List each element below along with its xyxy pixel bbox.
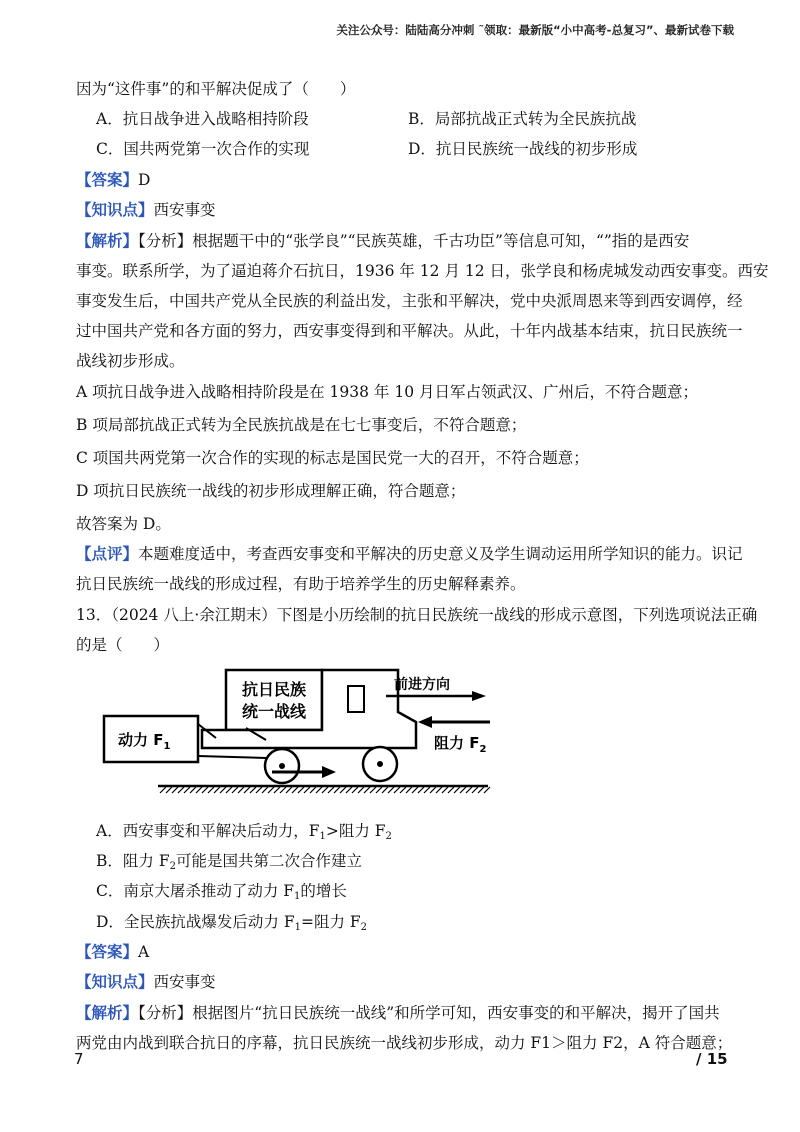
q13-analysis-line-1: 两党由内战到联合抗日的序幕，抗日民族统一战线初步形成，动力 F1＞阻力 F2，A 符合题意； [76, 1034, 733, 1052]
q12-analysis-line-7: C 项国共两党第一次合作的实现的标志是国民党一大的召开，不符合题意； [76, 449, 589, 467]
q13-knowledge-row [76, 971, 216, 993]
q12-option-c: C．国共两党第一次合作的实现 [96, 140, 310, 158]
q13-stem-line-1: 的是（ ） [76, 636, 170, 654]
comment-tag: 【点评】 [76, 544, 139, 563]
ground-hatch [158, 786, 490, 793]
q13-answer-row [76, 941, 149, 963]
truck-label-line1: 抗日民族 [241, 680, 307, 699]
q13-knowledge: 西安事变 [153, 973, 216, 991]
united-front-diagram [96, 662, 492, 794]
q12-analysis-line-4: 战线初步形成。 [76, 352, 185, 370]
q13-option-a: A．西安事变和平解决后动力，$F_1>$阻力 $F_2$ [96, 822, 392, 842]
q12-answer: D [138, 171, 151, 189]
analysis-tag: 【解析】 [76, 1003, 139, 1022]
q12-knowledge: 西安事变 [153, 201, 216, 219]
page-number: 7 [74, 1050, 84, 1068]
q12-analysis-line-9: 故答案为 D。 [76, 515, 171, 533]
header-notice: 关注公众号：陆陆高分冲刺 ˜领取：最新版“小中高考-总复习”、最新试卷下载 [336, 23, 734, 37]
q12-stem-tail: 因为“这件事”的和平解决促成了（ ） [76, 80, 356, 98]
q12-analysis-line-0: 【解析】【分析】根据题干中的“张学良”“民族英雄，千古功臣”等信息可知，“”指的是西安 [76, 231, 690, 250]
knowledge-tag: 【知识点】 [76, 200, 154, 219]
q12-option-a: A．抗日战争进入战略相持阶段 [96, 110, 309, 128]
q12-option-d: D．抗日民族统一战线的初步形成 [408, 140, 638, 158]
direction-label: 前进方向 [394, 677, 450, 693]
q13-stem-line-0: 13．（2024 八上·余江期末）下图是小历绘制的抗日民族统一战线的形成示意图，下列选项说法正确 [76, 606, 758, 624]
q12-analysis-line-2: 事变发生后，中国共产党从全民族的利益出发，主张和平解决，党中央派周恩来等到西安调停，经 [76, 292, 743, 310]
q12-analysis-line-6: B 项局部抗战正式转为全民族抗战是在七七事变后，不符合题意； [76, 416, 527, 434]
analysis-tag: 【解析】 [76, 231, 139, 250]
q12-comment-line-1: 抗日民族统一战线的形成过程，有助于培养学生的历史解释素养。 [76, 575, 526, 593]
answer-tag: 【答案】 [76, 942, 139, 961]
q13-option-d: D．全民族抗战爆发后动力 $F_1=$阻力 $F_2$ [96, 913, 368, 933]
truck-window [348, 686, 364, 712]
page-total: / 15 [696, 1050, 728, 1068]
q12-analysis-line-3: 过中国共产党和各方面的努力，西安事变得到和平解决。从此，十年内战基本结束，抗日民族统一 [76, 322, 743, 340]
q12-answer-row [76, 169, 150, 191]
q13-analysis-line-0: 【解析】【分析】根据图片“抗日民族统一战线”和所学可知，西安事变的和平解决，揭开了国共 [76, 1003, 720, 1022]
q12-analysis-line-1: 事变。联系所学，为了逼迫蒋介石抗日，1936 年 12 月 12 日，张学良和杨虎城发动西安事变。西安 [76, 262, 769, 280]
force-f1-label: 动力 $F_1$ [118, 731, 171, 752]
truck-cargo-box [226, 670, 322, 730]
q12-analysis-line-5: A 项抗日战争进入战略相持阶段是在 1938 年 10 月日军占领武汉、广州后，不符合题意； [76, 383, 699, 401]
knowledge-tag: 【知识点】 [76, 972, 154, 991]
force-f2-label: 阻力 $F_2$ [434, 734, 487, 755]
q12-comment-line-0: 【点评】本题难度适中，考查西安事变和平解决的历史意义及学生调动运用所学知识的能力。识记 [76, 544, 743, 563]
q13-option-c: C．南京大屠杀推动了动力 $F_1$的增长 [96, 882, 347, 902]
q13-option-b: B．阻力 $F_2$可能是国共第二次合作建立 [96, 852, 362, 872]
q12-analysis-line-8: D 项抗日民族统一战线的初步形成理解正确，符合题意； [76, 482, 466, 500]
q12-knowledge-row [76, 199, 216, 221]
answer-tag: 【答案】 [76, 170, 139, 189]
q13-answer: A [138, 943, 150, 961]
truck-label-line2: 统一战线 [241, 702, 307, 721]
q12-option-b: B．局部抗战正式转为全民族抗战 [408, 110, 637, 128]
